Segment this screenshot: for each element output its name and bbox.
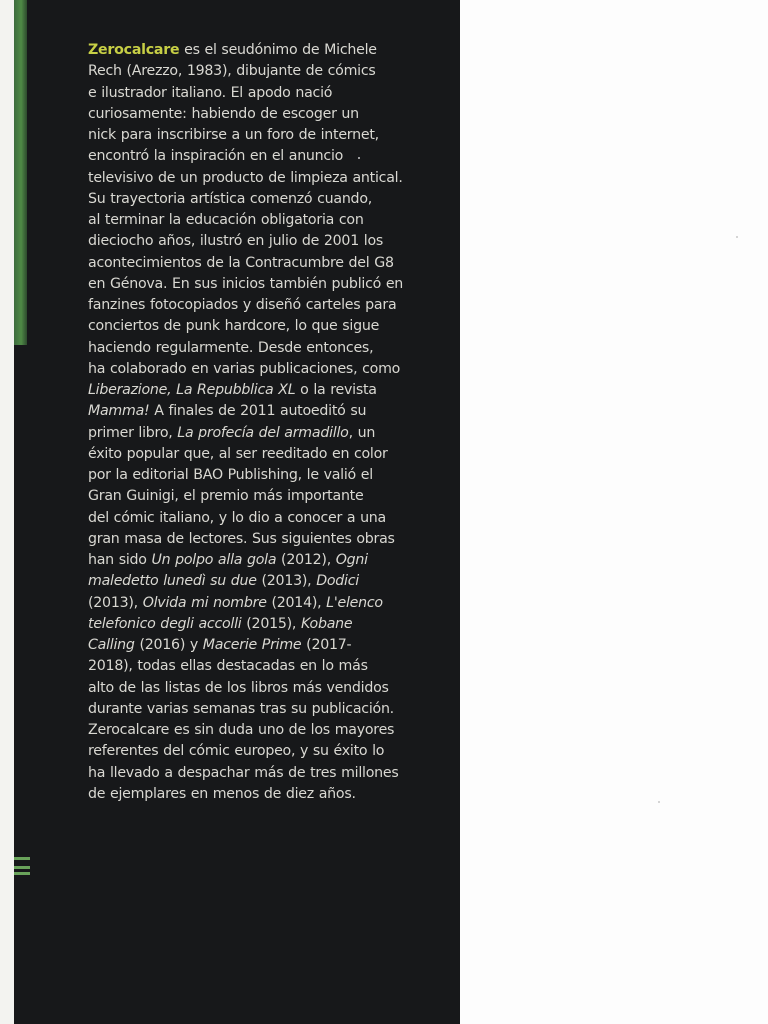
bio-line xyxy=(88,423,414,444)
bio-line xyxy=(88,763,414,784)
bio-text: haciendo regularmente. Desde entonces, xyxy=(88,339,374,356)
bio-text: Rech (Arezzo, 1983), dibujante de cómics xyxy=(88,63,376,80)
bio-line xyxy=(88,614,414,635)
bio-text: (2016) y xyxy=(134,637,203,653)
bio-text: (2015), xyxy=(241,615,301,632)
bio-text: referentes del cómic europeo, y su éxito lo xyxy=(88,743,385,760)
bio-text: (2017- xyxy=(301,637,352,653)
bio-line xyxy=(88,125,414,146)
bio-text: ha colaborado en varias publicaciones, como xyxy=(88,360,401,377)
work-title: Dodici xyxy=(316,573,359,590)
bio-text: Zerocalcare es sin duda uno de los mayores xyxy=(88,722,395,738)
work-title: Kobane xyxy=(300,615,353,632)
bio-text: , un xyxy=(348,424,376,441)
bio-text: gran masa de lectores. Sus siguientes obras xyxy=(88,530,395,547)
work-title: Liberazione, La Repubblica XL xyxy=(88,382,296,398)
spine-green-strip xyxy=(14,0,27,345)
work-title: Macerie Prime xyxy=(202,637,302,653)
bio-line xyxy=(88,146,414,167)
work-title: La profecía del armadillo xyxy=(177,424,349,441)
bio-line xyxy=(88,401,414,422)
spine-green-mark xyxy=(14,872,30,875)
work-title: Mamma! xyxy=(88,403,150,420)
bio-line xyxy=(88,486,414,507)
work-title: maledetto lunedì su due xyxy=(88,573,257,590)
bio-text: al terminar la educación obligatoria con xyxy=(88,212,364,228)
bio-text: encontró la inspiración en el anuncio xyxy=(88,148,344,165)
bio-line xyxy=(88,189,414,210)
bio-line xyxy=(88,210,414,231)
bio-text: fanzines fotocopiados y diseñó carteles para xyxy=(88,297,397,313)
bio-text: durante varias semanas tras su publicación. xyxy=(88,700,394,717)
bio-text: han sido xyxy=(88,552,152,568)
work-title: Calling xyxy=(88,637,135,653)
bio-text: o la revista xyxy=(295,382,377,398)
bio-line xyxy=(88,444,414,465)
bio-text: (2013), xyxy=(256,573,317,590)
author-biography xyxy=(88,40,414,805)
bio-line xyxy=(88,316,414,337)
bio-line xyxy=(88,83,414,104)
work-title: telefonico degli accolli xyxy=(88,615,242,632)
work-title: Un polpo alla gola xyxy=(151,552,277,568)
bio-line xyxy=(88,529,414,550)
bio-line xyxy=(88,359,414,380)
bio-line xyxy=(88,593,414,614)
bio-text: (2014), xyxy=(266,594,327,611)
bio-line xyxy=(88,40,414,61)
bio-line xyxy=(88,253,414,274)
bio-text: éxito popular que, al ser reeditado en color xyxy=(88,445,388,462)
bio-text: en Génova. En sus inicios también publicó en xyxy=(88,275,404,292)
bio-line xyxy=(88,465,414,486)
bio-text: es el seudónimo de Michele xyxy=(179,42,377,58)
bio-line xyxy=(88,699,414,720)
bio-line xyxy=(88,678,414,699)
page-edge xyxy=(0,0,14,1024)
bio-text: Gran Guinigi, el premio más importante xyxy=(88,488,364,505)
bio-text: conciertos de punk hardcore, lo que sigue xyxy=(88,318,380,335)
author-name: Zerocalcare xyxy=(88,42,180,58)
work-title: L'elenco xyxy=(326,594,383,611)
bio-text: Su trayectoria artística comenzó cuando, xyxy=(88,190,373,207)
bio-text: del cómic italiano, y lo dio a conocer a una xyxy=(88,509,386,526)
bio-text: ha llevado a despachar más de tres millones xyxy=(88,764,399,781)
bio-line xyxy=(88,338,414,359)
bio-text: 2018), todas ellas destacadas en lo más xyxy=(88,658,368,675)
bio-line xyxy=(88,571,414,592)
spine-green-mark xyxy=(14,857,30,860)
bio-text: (2013), xyxy=(88,594,143,611)
bio-line xyxy=(88,295,414,316)
bio-text: televisivo de un producto de limpieza antical. xyxy=(88,169,403,186)
bio-text: dieciocho años, ilustró en julio de 2001 los xyxy=(88,233,384,250)
bio-line xyxy=(88,635,414,656)
bio-text: curiosamente: habiendo de escoger un xyxy=(88,105,359,122)
spine-green-mark xyxy=(14,866,30,869)
bio-text: A finales de 2011 autoeditó su xyxy=(149,403,367,420)
bio-text: primer libro, xyxy=(88,424,178,441)
bio-text: (2012), xyxy=(276,552,336,568)
scan-speck xyxy=(736,236,738,238)
bio-text: alto de las listas de los libros más vendidos xyxy=(88,679,389,696)
bio-line xyxy=(88,508,414,529)
bio-text: nick para inscribirse a un foro de internet, xyxy=(88,127,379,143)
bio-line xyxy=(88,168,414,189)
work-title: Ogni xyxy=(335,552,368,568)
bio-line xyxy=(88,784,414,805)
bio-text: por la editorial BAO Publishing, le valió el xyxy=(88,467,373,483)
bio-line xyxy=(88,61,414,82)
bio-line xyxy=(88,656,414,677)
bio-line xyxy=(88,274,414,295)
bio-line xyxy=(88,104,414,125)
bio-line xyxy=(88,550,414,571)
bio-line xyxy=(88,741,414,762)
bio-text: acontecimientos de la Contracumbre del G8 xyxy=(88,254,394,271)
scan-speck xyxy=(358,157,360,159)
bio-line xyxy=(88,720,414,741)
scan-speck xyxy=(658,801,660,803)
bio-text: de ejemplares en menos de diez años. xyxy=(88,785,356,802)
bio-line xyxy=(88,380,414,401)
bio-line xyxy=(88,231,414,252)
bio-text: e ilustrador italiano. El apodo nació xyxy=(88,84,333,101)
work-title: Olvida mi nombre xyxy=(142,594,267,611)
